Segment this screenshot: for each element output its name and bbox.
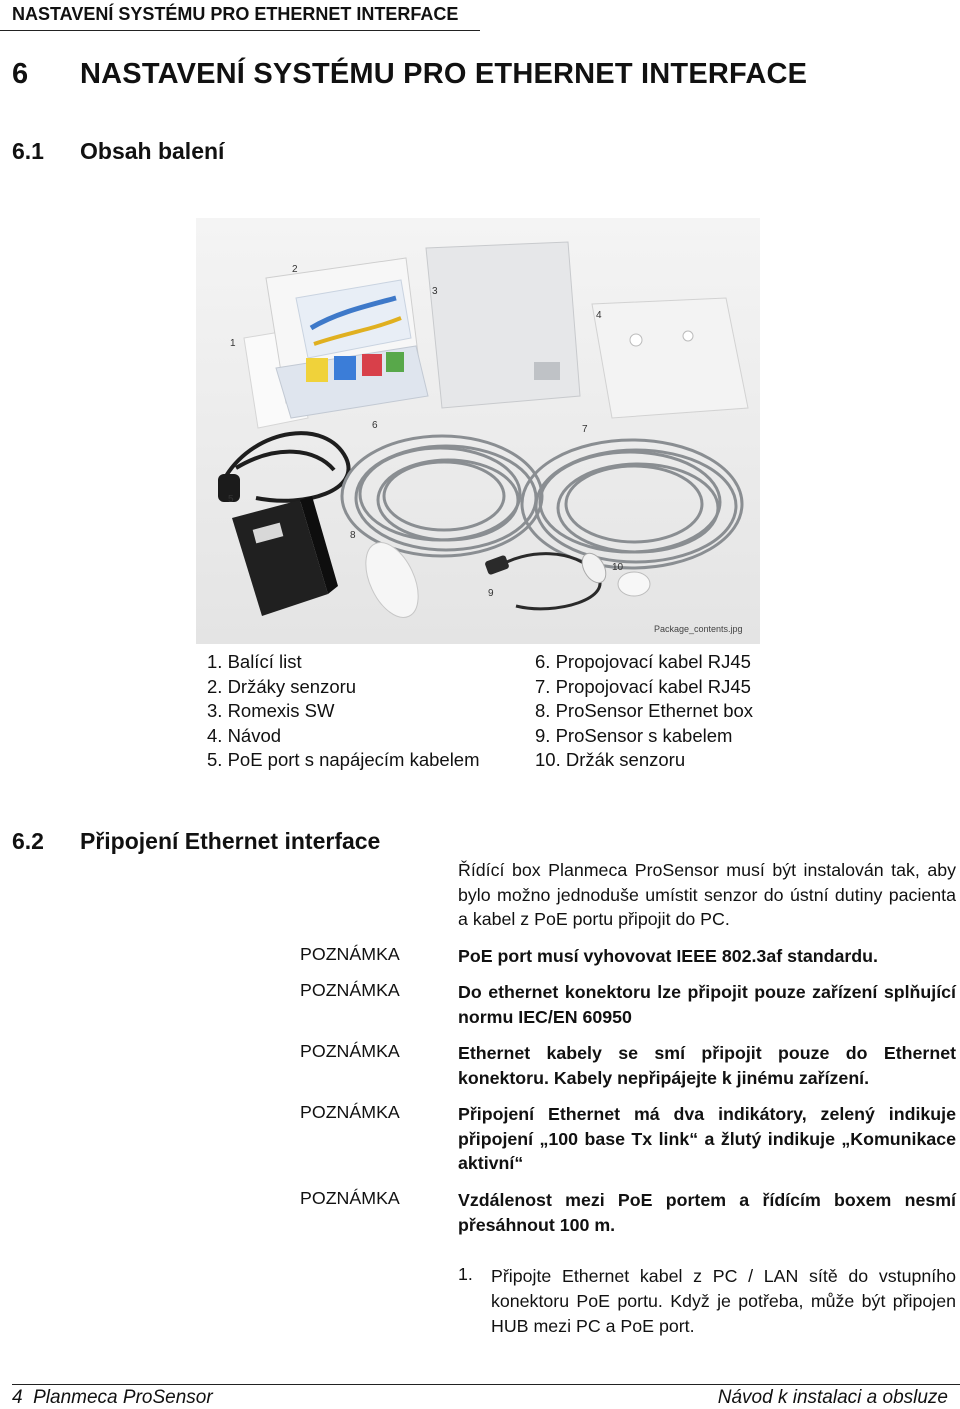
step-text: Připojte Ethernet kabel z PC / LAN sítě do vstupního konektoru PoE portu. Když je potřeba, může být připojen HUB mezi PC a PoE port.	[491, 1266, 956, 1336]
sensor-holders-box	[266, 258, 428, 418]
note-text: Ethernet kabely se smí připojit pouze do Ethernet konektoru. Kabely nepřipájejte k jinému zařízení.	[458, 1043, 956, 1088]
note-text: Vzdálenost mezi PoE portem a řídícím boxem nesmí přesáhnout 100 m.	[458, 1190, 956, 1235]
list-item: 2. Držáky senzoru	[207, 675, 357, 697]
chapter-number: 6	[12, 58, 29, 90]
running-header: NASTAVENÍ SYSTÉMU PRO ETHERNET INTERFACE	[12, 4, 459, 24]
section-heading-contents	[12, 138, 224, 165]
callout-6: 6	[372, 420, 378, 431]
list-item: 1. Balící list	[207, 651, 302, 672]
section-number: 6.2	[12, 828, 44, 854]
list-item: 4. Návod	[207, 724, 282, 746]
callout-3: 3	[432, 286, 438, 297]
callout-7: 7	[582, 424, 588, 435]
list-item: 9. ProSensor s kabelem	[535, 724, 733, 746]
note-label: POZNÁMKA	[300, 980, 400, 1000]
chapter-title: NASTAVENÍ SYSTÉMU PRO ETHERNET INTERFACE	[80, 58, 808, 90]
note-text: PoE port musí vyhovovat IEEE 802.3af standardu.	[458, 946, 878, 966]
list-item: 7. Propojovací kabel RJ45	[535, 675, 751, 697]
list-item: 6. Propojovací kabel RJ45	[535, 651, 751, 672]
intro-paragraph: Řídící box Planmeca ProSensor musí být instalován tak, aby bylo možno jednoduše umístit senzor do ústní dutiny pacienta a kabel z PoE portu připojit do PC.	[458, 860, 956, 930]
list-item: 8. ProSensor Ethernet box	[535, 700, 754, 722]
callout-4: 4	[596, 310, 602, 321]
footer-left: 4 Planmeca ProSensor	[12, 1387, 213, 1408]
callout-1: 1	[230, 338, 236, 349]
header-rule	[0, 30, 480, 31]
package-contents-photo	[196, 218, 760, 644]
section-title: Obsah balení	[80, 138, 225, 164]
note-label: POZNÁMKA	[300, 1102, 400, 1122]
note-label: POZNÁMKA	[300, 944, 400, 964]
callout-8: 8	[350, 530, 356, 541]
romexis-sw-folder	[426, 242, 580, 408]
callout-2: 2	[292, 264, 298, 275]
contents-list-right	[535, 650, 753, 773]
note-text: Do ethernet konektoru lze připojit pouze zařízení splňující normu IEC/EN 60950	[458, 982, 956, 1027]
step-number: 1.	[458, 1264, 473, 1284]
note-label: POZNÁMKA	[300, 1041, 400, 1061]
callout-9: 9	[488, 588, 494, 599]
list-item: 10. Držák senzoru	[535, 749, 686, 771]
manual-bag	[592, 298, 748, 418]
section-title: Připojení Ethernet interface	[80, 828, 381, 854]
chapter-heading	[12, 58, 807, 91]
footer-rule	[12, 1384, 960, 1385]
photo-filename: Package_contents.jpg	[654, 624, 743, 634]
note-label: POZNÁMKA	[300, 1188, 400, 1208]
callout-5: 5	[228, 494, 234, 505]
section-heading-connection	[12, 828, 380, 855]
footer-right: Návod k instalaci a obsluze	[717, 1387, 948, 1408]
list-item: 5. PoE port s napájecím kabelem	[207, 749, 480, 771]
list-item: 3. Romexis SW	[207, 700, 335, 722]
note-text: Připojení Ethernet má dva indikátory, zelený indikuje připojení „100 base Tx link“ a žlutý indikuje „Komunikace aktivní“	[458, 1104, 956, 1174]
contents-list-left	[207, 650, 480, 773]
section-number: 6.1	[12, 138, 44, 164]
callout-10: 10	[612, 562, 624, 573]
